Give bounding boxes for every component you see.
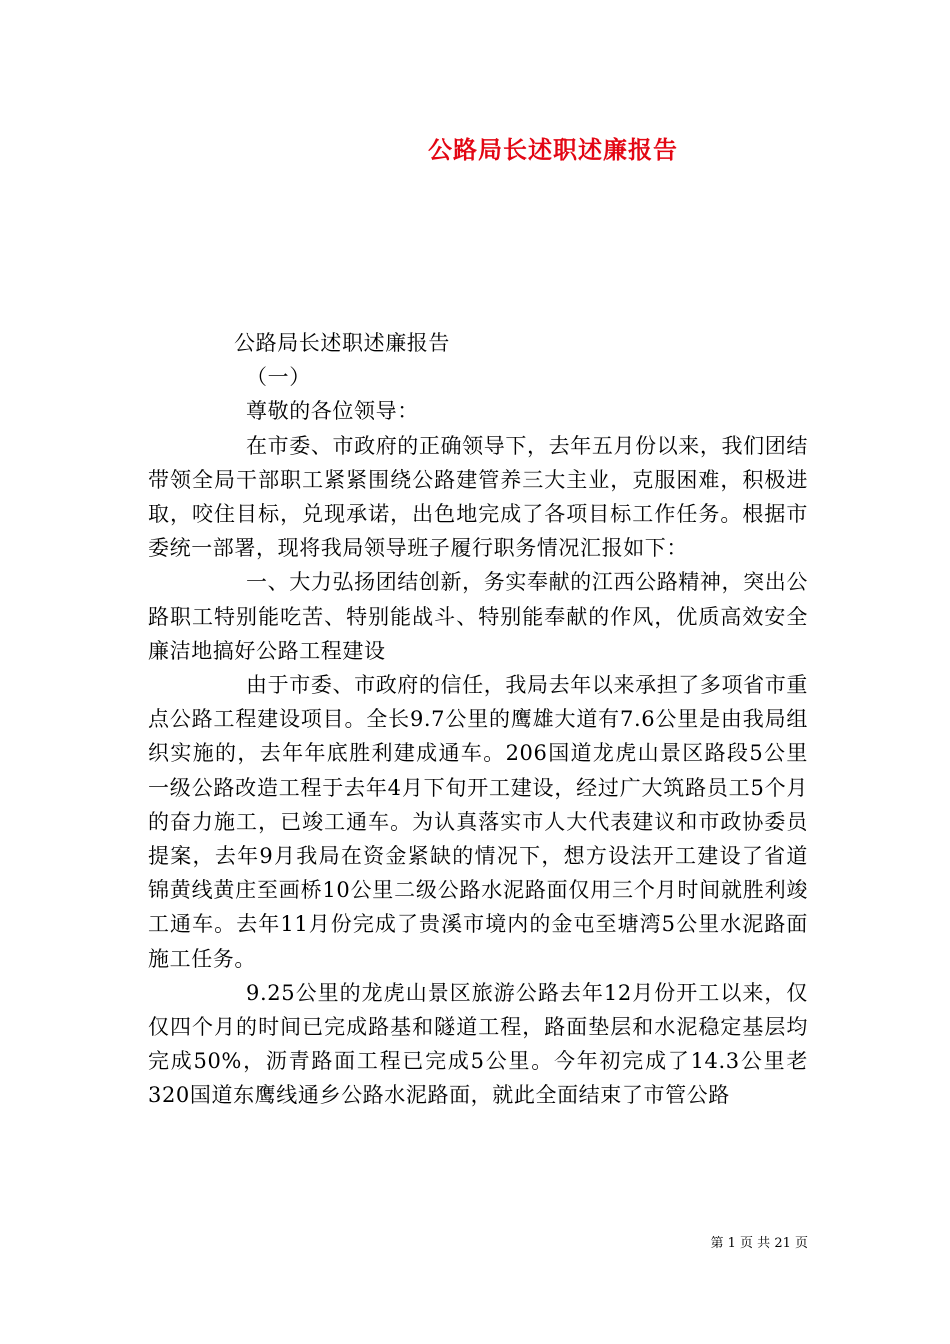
page-indicator: 第 1 页 共 21 页 — [710, 1236, 808, 1251]
document-title: 公路局长述职述廉报告 — [428, 135, 678, 164]
paragraph-intro: 在市委、市政府的正确领导下，去年五月份以来，我们团结带领全局干部职工紧紧围绕公路建管养三大主业，克服困难，积极进取，咬住目标，兑现承诺，出色地完成了各项目标工作任务。根据市委统一部署，现将我局领导班子履行职务情况汇报如下： — [148, 433, 808, 561]
paragraph-projects: 由于市委、市政府的信任，我局去年以来承担了多项省市重点公路工程建设项目。全长9.7公里的鹰雄大道有7.6公里是由我局组织实施的，去年年底胜利建成通车。206国道龙虎山景区路段5公里一级公路改造工程于去年4月下旬开工建设，经过广大筑路员工5个月的奋力施工，已竣工通车。为认真落实市人大代表建议和市政协委员提案，去年9月我局在资金紧缺的情况下，想方设法开工建设了省道锦黄线黄庄至画桥10公里二级公路水泥路面仅用三个月时间就胜利竣工通车。去年11月份完成了贵溪市境内的金屯至塘湾5公里水泥路面施工任务。 — [148, 673, 808, 971]
document-body — [148, 326, 808, 1113]
paragraph-heading-one: 一、大力弘扬团结创新，务实奉献的江西公路精神，突出公路职工特别能吃苦、特别能战斗、特别能奉献的作风，优质高效安全廉洁地搞好公路工程建设 — [148, 570, 808, 663]
document-subtitle: 公路局长述职述廉报告 — [234, 331, 450, 355]
section-number: （一） — [246, 365, 311, 390]
paragraph-tourism-road: 9.25公里的龙虎山景区旅游公路去年12月份开工以来，仅仅四个月的时间已完成路基和隧道工程，路面垫层和水泥稳定基层均完成50%，沥青路面工程已完成5公里。今年初完成了14.3公里老320国道东鹰线通乡公路水泥路面，就此全面结束了市管公路 — [148, 980, 808, 1108]
salutation: 尊敬的各位领导： — [246, 399, 419, 424]
